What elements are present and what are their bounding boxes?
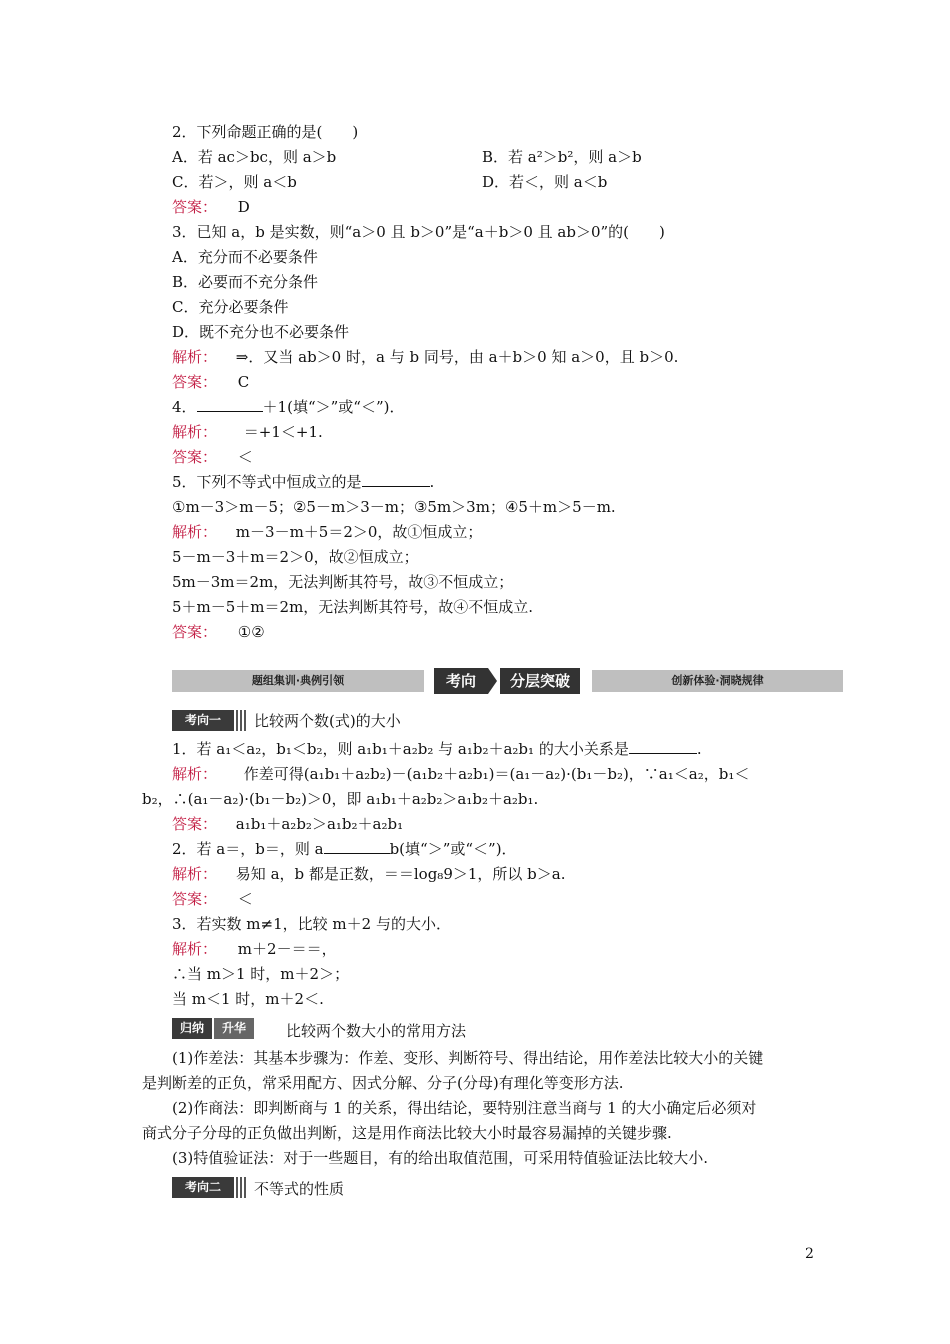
q4-analysis-row: [172, 422, 323, 442]
summary-tag-1: 归纳: [172, 1018, 212, 1039]
answer-label: 答案：: [172, 373, 218, 391]
q4-answer-row: [172, 447, 253, 467]
banner-center-label-1: 考向: [434, 668, 488, 694]
q2-option-c: C．若＞，则 a＜b: [172, 173, 297, 191]
q4-stem-pre: 4．: [172, 398, 197, 416]
q4-analysis: ＝+1＜+1.: [243, 423, 323, 441]
summary-p2a: (2)作商法：即判断商与 1 的关系，得出结论，要特别注意当商与 1 的大小确定后必须对: [172, 1099, 757, 1117]
q5-stem-pre: 5．下列不等式中恒成立的是: [172, 473, 362, 491]
q5-analysis-row: [172, 522, 482, 542]
analysis-label: 解析：: [172, 423, 218, 441]
q2-option-d: D．若＜，则 a＜b: [482, 173, 608, 191]
e2-stem: [172, 839, 517, 859]
e3-analysis-line2: ∴当 m＞1 时，m＋2＞；: [172, 965, 350, 983]
q3-option-d: D．既不充分也不必要条件: [172, 323, 350, 341]
tag-bars-icon: [236, 1177, 246, 1198]
summary-p1a: (1)作差法：其基本步骤为：作差、变形、判断符号、得出结论，用作差法比较大小的关键: [172, 1049, 764, 1067]
section-title-2: 不等式的性质: [254, 1180, 345, 1198]
analysis-label: 解析：: [172, 523, 218, 541]
summary-title: 比较两个数大小的常用方法: [286, 1022, 467, 1040]
page-number: 2: [805, 1246, 814, 1262]
e2-answer-row: [172, 889, 253, 909]
summary-tag-2: 升华: [214, 1018, 254, 1039]
e2-answer: ＜: [237, 890, 253, 908]
q3-option-a: A．充分而不必要条件: [172, 248, 318, 266]
section-banner: [172, 668, 843, 694]
fill-blank: [629, 739, 697, 754]
analysis-label: 解析：: [172, 348, 218, 366]
q3-stem: 3．已知 a，b 是实数，则“a＞0 且 b＞0”是“a＋b＞0 且 ab＞0”的( ): [172, 223, 665, 241]
e2-stem-post: b(填“＞”或“＜”)．: [389, 840, 517, 858]
e3-analysis-row: [172, 939, 337, 959]
section-title-1: 比较两个数(式)的大小: [254, 712, 401, 730]
analysis-label: 解析：: [172, 865, 218, 883]
section-tag-2: 考向二: [172, 1177, 234, 1198]
q2-answer: D: [237, 198, 250, 216]
banner-left-label: 题组集训·典例引领: [172, 670, 424, 692]
answer-label: 答案：: [172, 198, 218, 216]
q5-analysis-line3: 5m－3m＝2m，无法判断其符号，故③不恒成立；: [172, 573, 514, 591]
q4-stem-post: ＋1(填“＞”或“＜”)．: [262, 398, 405, 416]
q3-analysis: ⇒．又当 ab＞0 时，a 与 b 同号，由 a＋b＞0 知 a＞0，且 b＞0.: [235, 348, 679, 366]
e2-analysis: 易知 a，b 都是正数，＝＝log₈9＞1，所以 b＞a.: [235, 865, 566, 883]
q3-option-b: B．必要而不充分条件: [172, 273, 319, 291]
tag-bars-icon: [236, 710, 246, 731]
summary-p3: (3)特值验证法：对于一些题目，有的给出取值范围，可采用特值验证法比较大小.: [172, 1149, 709, 1167]
q2-stem: 2．下列命题正确的是( ): [172, 123, 359, 141]
q5-stem-post: .: [429, 473, 435, 491]
answer-label: 答案：: [172, 623, 218, 641]
answer-label: 答案：: [172, 890, 218, 908]
q5-answer: ①②: [237, 623, 265, 641]
q3-answer: C: [237, 373, 250, 391]
e1-stem-post: .: [696, 740, 702, 758]
e1-analysis: 作差可得(a₁b₁＋a₂b₂)－(a₁b₂＋a₂b₁)＝(a₁－a₂)·(b₁－b₂)，∵a₁＜a₂，b₁＜: [243, 765, 750, 783]
q5-options: ①m－3＞m－5；②5－m＞3－m；③5m＞3m；④5＋m＞5－m.: [172, 498, 616, 516]
q5-analysis-line4: 5＋m－5＋m＝2m，无法判断其符号，故④不恒成立.: [172, 598, 534, 616]
answer-label: 答案：: [172, 815, 218, 833]
answer-label: 答案：: [172, 448, 218, 466]
q5-analysis-line2: 5－m－3＋m＝2＞0，故②恒成立；: [172, 548, 419, 566]
analysis-label: 解析：: [172, 765, 218, 783]
e1-stem: [172, 739, 702, 759]
q4-stem: [172, 397, 404, 417]
q3-option-c: C．充分必要条件: [172, 298, 289, 316]
q2-option-b: B．若 a²＞b²，则 a＞b: [482, 148, 642, 166]
analysis-label: 解析：: [172, 940, 218, 958]
e1-stem-pre: 1．若 a₁＜a₂，b₁＜b₂，则 a₁b₁＋a₂b₂ 与 a₁b₂＋a₂b₁ 的大小关系是: [172, 740, 629, 758]
q3-analysis-row: [172, 347, 678, 367]
q5-answer-row: [172, 622, 265, 642]
e2-stem-pre: 2．若 a＝，b＝，则 a: [172, 840, 324, 858]
e3-stem: 3．若实数 m≠1，比较 m＋2 与的大小．: [172, 915, 451, 933]
fill-blank: [362, 472, 430, 487]
e3-analysis-line3: 当 m＜1 时，m＋2＜.: [172, 990, 324, 1008]
summary-p1b: 是判断差的正负，常采用配方、因式分解、分子(分母)有理化等变形方法.: [142, 1074, 624, 1092]
banner-right-label: 创新体验·洞晓规律: [592, 670, 843, 692]
section-tag-1: 考向一: [172, 710, 234, 731]
e1-analysis-line2: b₂，∴(a₁－a₂)·(b₁－b₂)＞0，即 a₁b₁＋a₂b₂＞a₁b₂＋a₂b₁.: [142, 790, 539, 808]
banner-arrow-icon: [488, 668, 497, 694]
banner-center-label-2: 分层突破: [500, 668, 580, 694]
q4-answer: ＜: [237, 448, 253, 466]
q5-analysis: m－3－m＋5＝2＞0，故①恒成立；: [235, 523, 483, 541]
e3-analysis: m＋2－＝＝，: [237, 940, 337, 958]
q2-option-a: A．若 ac＞bc，则 a＞b: [172, 148, 337, 166]
q3-answer-row: [172, 372, 249, 392]
e2-analysis-row: [172, 864, 566, 884]
banner-center: [434, 668, 580, 694]
q2-answer-row: [172, 197, 250, 217]
q5-stem: [172, 472, 434, 492]
e1-answer-row: [172, 814, 403, 834]
e1-answer: a₁b₁＋a₂b₂＞a₁b₂＋a₂b₁: [235, 815, 404, 833]
fill-blank: [324, 839, 390, 854]
fill-blank: [197, 397, 263, 412]
summary-p2b: 商式分子分母的正负做出判断，这是用作商法比较大小时最容易漏掉的关键步骤.: [142, 1124, 672, 1142]
e1-analysis-row: [172, 764, 749, 784]
